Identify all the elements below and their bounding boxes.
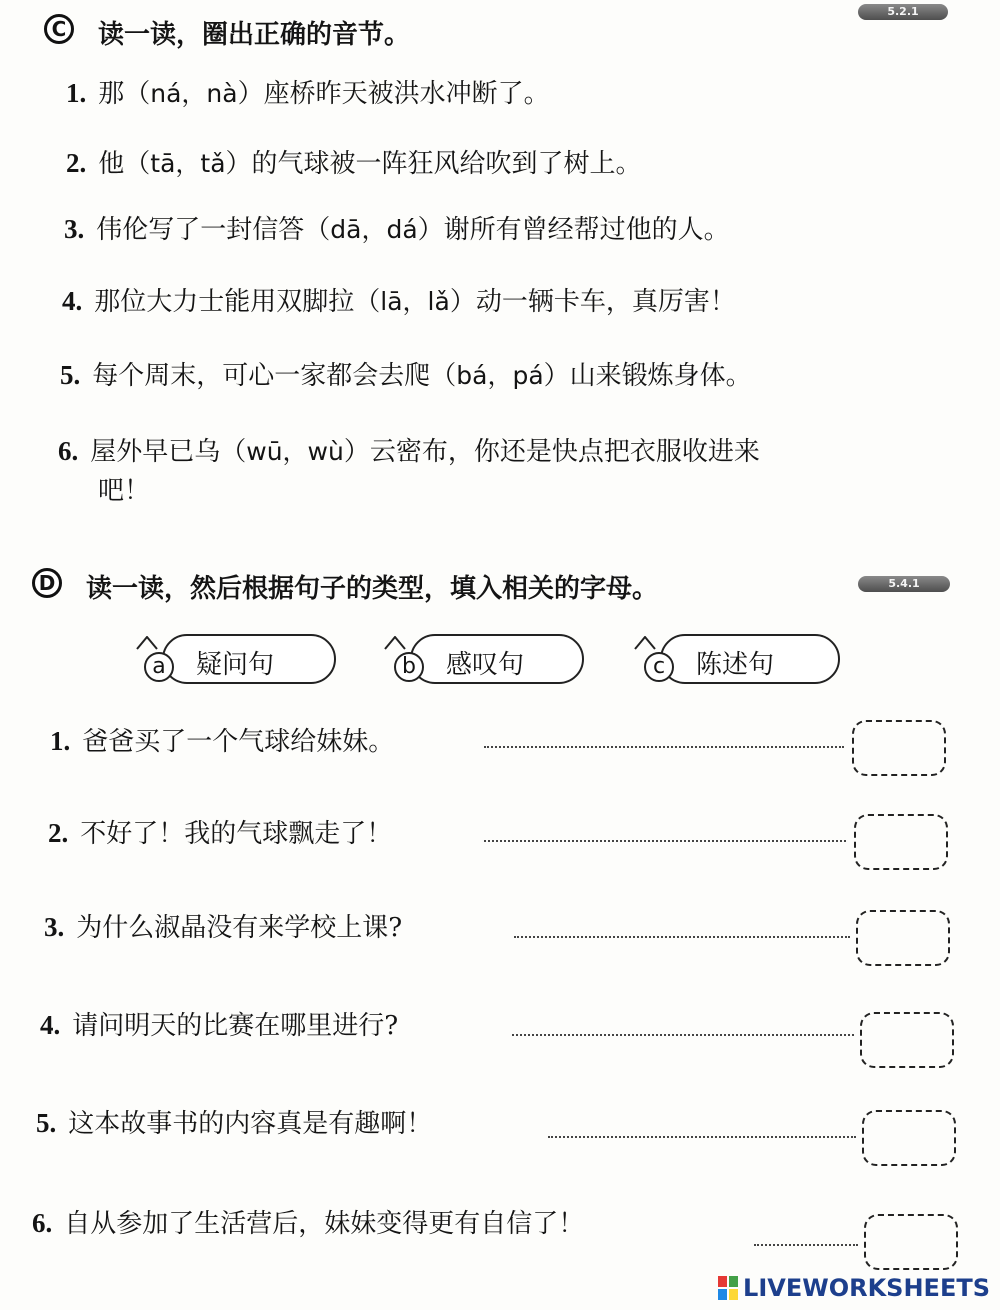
pinyin-choices[interactable]: dā，dá <box>330 215 418 244</box>
section-d-item-2 <box>48 816 392 851</box>
section-d-item-4 <box>40 1008 398 1043</box>
sentence-text: 请问明天的比赛在哪里进行? <box>72 1011 399 1041</box>
item-number: 1. <box>66 78 87 108</box>
sentence-after: ）的气球被一阵狂风给吹到了树上。 <box>225 149 642 179</box>
answer-box-5[interactable] <box>862 1110 956 1166</box>
sentence-after: ）云密布，你还是快点把衣服收进来 <box>343 437 760 467</box>
item-number: 1. <box>50 726 71 756</box>
answer-box-2[interactable] <box>854 814 948 870</box>
item-number: 6. <box>32 1208 53 1238</box>
sentence-after: ）动一辆卡车，真厉害！ <box>449 287 736 317</box>
section-c-item-3 <box>64 212 730 247</box>
pinyin-choices[interactable]: wū，wù <box>246 437 344 466</box>
house-roof-icon <box>136 636 158 650</box>
house-roof-icon <box>384 636 406 650</box>
sentence-text: 爸爸买了一个气球给妹妹。 <box>82 727 395 757</box>
answer-box-1[interactable] <box>852 720 946 776</box>
option-letter: b <box>394 652 424 682</box>
section-c-badge: C <box>44 14 74 44</box>
liveworksheets-logo-icon <box>717 1275 739 1301</box>
pinyin-choices[interactable]: bá，pá <box>456 361 544 390</box>
item-number: 2. <box>48 818 69 848</box>
section-c-code-badge: 5.2.1 <box>858 4 948 20</box>
section-c-item-4 <box>62 284 736 319</box>
pinyin-choices[interactable]: ná，nà <box>150 79 238 108</box>
leader-dots <box>512 1034 854 1036</box>
section-c-item-1 <box>66 76 550 111</box>
section-d-item-3 <box>44 910 402 945</box>
liveworksheets-logo[interactable] <box>717 1274 990 1302</box>
sentence-text: 自从参加了生活营后，妹妹变得更有自信了！ <box>64 1209 585 1239</box>
item-number: 3. <box>44 912 65 942</box>
section-c-item-2 <box>66 146 642 181</box>
leader-dots <box>548 1136 856 1138</box>
section-d-code-badge: 5.4.1 <box>858 576 950 592</box>
section-d-item-5 <box>36 1106 432 1141</box>
sentence-before: 他（ <box>98 149 151 179</box>
leader-dots <box>754 1244 858 1246</box>
logo-text: LIVEWORKSHEETS <box>743 1274 990 1302</box>
leader-dots <box>484 746 844 748</box>
sentence-before: 每个周末，可心一家都会去爬（ <box>92 361 457 391</box>
item-number: 3. <box>64 214 85 244</box>
sentence-after: ）座桥昨天被洪水冲断了。 <box>237 79 550 109</box>
section-c-item-6-continuation: 吧！ <box>98 476 151 506</box>
sentence-before: 伟伦写了一封信答（ <box>96 215 331 245</box>
item-number: 2. <box>66 148 87 178</box>
leader-dots <box>514 936 850 938</box>
answer-box-4[interactable] <box>860 1012 954 1068</box>
item-number: 5. <box>60 360 81 390</box>
leader-dots <box>484 840 846 842</box>
sentence-before: 屋外早已乌（ <box>90 437 247 467</box>
option-letter: c <box>644 652 674 682</box>
item-number: 6. <box>58 436 79 466</box>
sentence-text: 不好了！我的气球飘走了！ <box>80 819 393 849</box>
item-number: 5. <box>36 1108 57 1138</box>
house-roof-icon <box>634 636 656 650</box>
answer-box-3[interactable] <box>856 910 950 966</box>
sentence-text: 这本故事书的内容真是有趣啊！ <box>68 1109 433 1139</box>
answer-box-6[interactable] <box>864 1214 958 1270</box>
section-c-item-6 <box>58 434 760 469</box>
option-label: 疑问句 <box>196 650 275 680</box>
section-d-badge: D <box>32 568 62 598</box>
sentence-after: ）谢所有曾经帮过他的人。 <box>417 215 730 245</box>
sentence-before: 那位大力士能用双脚拉（ <box>94 287 381 317</box>
option-letter: a <box>144 652 174 682</box>
section-c-title: 读一读，圈出正确的音节。 <box>98 20 411 50</box>
sentence-after: ）山来锻炼身体。 <box>543 361 752 391</box>
pinyin-choices[interactable]: tā，tǎ <box>150 149 226 178</box>
section-d-item-6 <box>32 1206 584 1241</box>
section-d-title: 读一读，然后根据句子的类型，填入相关的字母。 <box>86 574 659 604</box>
sentence-text: 为什么淑晶没有来学校上课? <box>76 913 403 943</box>
sentence-before: 那（ <box>98 79 151 109</box>
option-label: 感叹句 <box>446 650 525 680</box>
option-label: 陈述句 <box>696 650 775 680</box>
section-c-item-5 <box>60 358 752 393</box>
section-d-item-1 <box>50 724 394 759</box>
pinyin-choices[interactable]: lā，lǎ <box>380 287 450 316</box>
item-number: 4. <box>40 1010 61 1040</box>
item-number: 4. <box>62 286 83 316</box>
